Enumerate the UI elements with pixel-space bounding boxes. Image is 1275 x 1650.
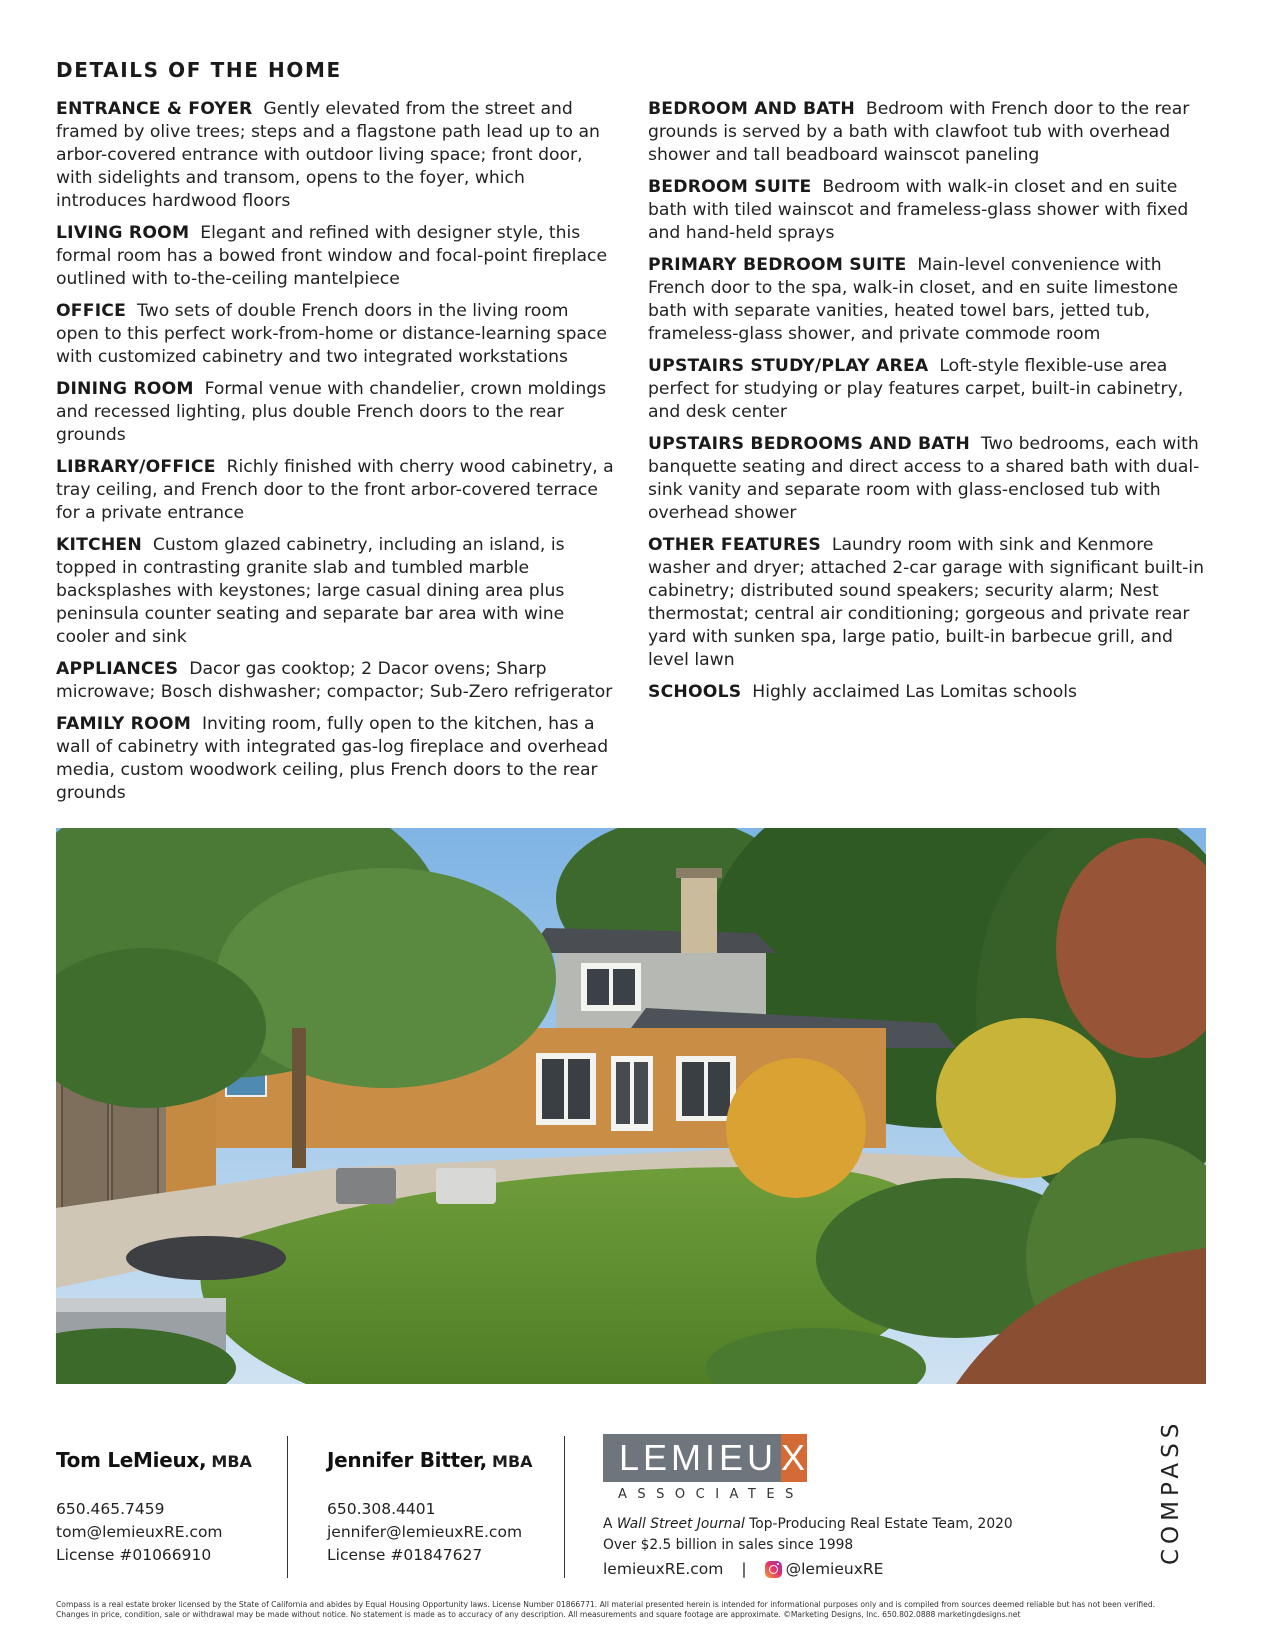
detail-living-room xyxy=(56,222,616,291)
details-right-column xyxy=(648,98,1218,713)
footer-divider xyxy=(564,1436,565,1578)
detail-bedroom-bath xyxy=(648,98,1218,167)
agent-name: Jennifer Bitter, MBA xyxy=(327,1448,533,1472)
detail-bedroom-suite xyxy=(648,176,1218,245)
detail-text: Main-level convenience with French door to the spa, walk-in closet, and en suite limestone bath with separate vanities, heated towel bars, jetted tub, frameless-glass shower, and private commode room xyxy=(648,255,1179,344)
detail-label: KITCHEN xyxy=(56,535,142,555)
detail-text: Highly acclaimed Las Lomitas schools xyxy=(752,682,1077,702)
footer-divider xyxy=(287,1436,288,1578)
detail-appliances xyxy=(56,658,616,704)
agent-phone[interactable]: 650.465.7459 xyxy=(56,1500,165,1518)
detail-dining-room xyxy=(56,378,616,447)
detail-text: Formal venue with chandelier, crown moldings and recessed lighting, plus double French doors to the rear grounds xyxy=(56,379,607,445)
detail-study-play xyxy=(648,355,1218,424)
detail-family-room xyxy=(56,713,616,805)
details-left-column xyxy=(56,98,616,814)
detail-text: Gently elevated from the street and framed by olive trees; steps and a flagstone path lead up to an arbor-covered entrance with outdoor living space; front door, with sidelights and transom, opens to the foyer, which introduces hardwood floors xyxy=(56,99,600,211)
agent-email[interactable]: jennifer@lemieuxRE.com xyxy=(327,1523,523,1541)
detail-office xyxy=(56,300,616,369)
agent-email[interactable]: tom@lemieuxRE.com xyxy=(56,1523,223,1541)
detail-label: PRIMARY BEDROOM SUITE xyxy=(648,255,907,275)
agent-name: Tom LeMieux, MBA xyxy=(56,1448,252,1472)
detail-text: Laundry room with sink and Kenmore washer and dryer; attached 2-car garage with significant built-in cabinetry; distributed sound speakers; security alarm; Nest thermostat; central air conditioning; gorgeous and private rear yard with sunken spa, large patio, built-in barbecue grill, and level lawn xyxy=(648,535,1204,670)
agent-card-tom xyxy=(56,1448,252,1567)
backyard-photo xyxy=(56,828,1206,1384)
detail-text: Inviting room, fully open to the kitchen, has a wall of cabinetry with integrated gas-log fireplace and overhead media, custom woodwork ceiling, plus French doors to the rear grounds xyxy=(56,714,609,803)
detail-label: ENTRANCE & FOYER xyxy=(56,99,253,119)
detail-text: Dacor gas cooktop; 2 Dacor ovens; Sharp microwave; Bosch dishwasher; compactor; Sub-Zero refrigerator xyxy=(56,659,613,702)
detail-label: LIBRARY/OFFICE xyxy=(56,457,216,477)
detail-label: UPSTAIRS BEDROOMS AND BATH xyxy=(648,434,970,454)
detail-label: LIVING ROOM xyxy=(56,223,190,243)
logo-wordmark: LEMIEU xyxy=(603,1434,781,1482)
detail-text: Bedroom with walk-in closet and en suite bath with tiled wainscot and frameless-glass shower with fixed and hand-held sprays xyxy=(648,177,1189,243)
link-separator: | xyxy=(741,1560,747,1578)
lemieux-logo xyxy=(603,1434,807,1482)
web-links xyxy=(603,1560,883,1578)
instagram-icon xyxy=(765,1561,782,1578)
detail-label: BEDROOM SUITE xyxy=(648,177,812,197)
agent-card-jennifer xyxy=(327,1448,533,1567)
backyard-illustration xyxy=(56,828,1206,1384)
detail-label: BEDROOM AND BATH xyxy=(648,99,855,119)
detail-text: Elegant and refined with designer style, this formal room has a bowed front window and focal-point fireplace outlined with to-the-ceiling mantelpiece xyxy=(56,223,608,289)
detail-primary-suite xyxy=(648,254,1218,346)
detail-label: OTHER FEATURES xyxy=(648,535,821,555)
detail-text: Bedroom with French door to the rear grounds is served by a bath with clawfoot tub with overhead shower and tall beadboard wainscot paneling xyxy=(648,99,1190,165)
detail-label: APPLIANCES xyxy=(56,659,179,679)
team-tagline: A Wall Street Journal Top-Producing Real Estate Team, 2020 Over $2.5 billion in sales since 1998 xyxy=(603,1516,1013,1553)
detail-text: Two sets of double French doors in the living room open to this perfect work-from-home or distance-learning space with customized cabinetry and two integrated workstations xyxy=(56,301,607,367)
detail-text: Two bedrooms, each with banquette seating and direct access to a shared bath with dual-sink vanity and separate room with glass-enclosed tub with overhead shower xyxy=(648,434,1200,523)
detail-label: UPSTAIRS STUDY/PLAY AREA xyxy=(648,356,929,376)
detail-label: SCHOOLS xyxy=(648,682,742,702)
agent-license: License #01066910 xyxy=(56,1546,212,1564)
detail-text: Custom glazed cabinetry, including an island, is topped in contrasting granite slab and tumbled marble backsplashes with keystones; large casual dining area plus peninsula counter seating and separate bar area with wine cooler and sink xyxy=(56,535,565,647)
website-link[interactable]: lemieuxRE.com xyxy=(603,1560,724,1578)
detail-library xyxy=(56,456,616,525)
agent-license: License #01847627 xyxy=(327,1546,483,1564)
legal-disclaimer: Compass is a real estate broker licensed by the State of California and abides by Equal Housing Opportunity laws. License Number 01866771. All material presented herein is intended for informational purposes only and is compiled from sources deemed reliable but has not been verified. Changes in price, condition, sale or withdrawal may be made without notice. No statement is made as to accuracy of any description. All measurements and square footage are approximate. ©Marketing Designs, Inc. 650.802.0888 marketingdesigns.net xyxy=(56,1600,1156,1619)
logo-subtitle: ASSOCIATES xyxy=(618,1487,804,1502)
detail-upstairs-bedrooms xyxy=(648,433,1218,525)
detail-kitchen xyxy=(56,534,616,649)
detail-label: DINING ROOM xyxy=(56,379,194,399)
detail-text: Loft-style flexible-use area perfect for studying or play features carpet, built-in cabinetry, and desk center xyxy=(648,356,1184,422)
instagram-link[interactable]: @lemieuxRE xyxy=(785,1560,884,1578)
detail-text: Richly finished with cherry wood cabinetry, a tray ceiling, and French door to the front arbor-covered terrace for a private entrance xyxy=(56,457,614,523)
logo-x-mark: X xyxy=(781,1434,807,1482)
detail-label: FAMILY ROOM xyxy=(56,714,192,734)
detail-label: OFFICE xyxy=(56,301,127,321)
compass-brand: COMPASS xyxy=(1158,1418,1184,1565)
detail-schools xyxy=(648,681,1218,704)
detail-other-features xyxy=(648,534,1218,672)
page-heading: DETAILS OF THE HOME xyxy=(56,58,342,82)
agent-phone[interactable]: 650.308.4401 xyxy=(327,1500,436,1518)
detail-entrance xyxy=(56,98,616,213)
